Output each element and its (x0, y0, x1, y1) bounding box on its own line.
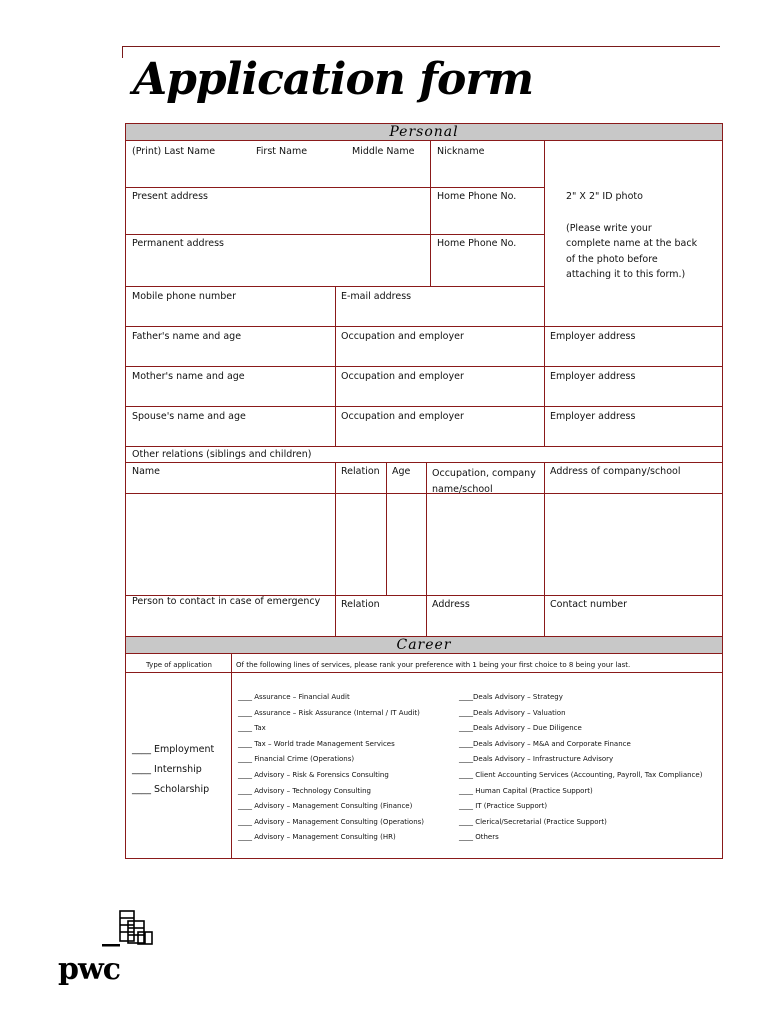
present-address-label: Present address (132, 191, 208, 202)
col-relation-label: Relation (341, 466, 380, 477)
service-item[interactable]: ____ Advisory – Management Consulting (HR) (238, 833, 396, 842)
service-item[interactable]: ____ Others (459, 833, 499, 842)
services-right-list (459, 690, 702, 846)
emergency-label: Person to contact in case of emergency (132, 596, 321, 607)
rule (544, 462, 545, 637)
section-personal-header: Personal (126, 124, 722, 141)
service-item[interactable]: ____ Human Capital (Practice Support) (459, 786, 593, 795)
rule (126, 234, 544, 235)
top-rule-tick (122, 46, 123, 58)
spouse-label: Spouse's name and age (132, 411, 246, 422)
service-item[interactable]: ____ Advisory – Management Consulting (Operations) (238, 817, 425, 826)
rule (126, 366, 722, 367)
emergency-contact-label: Contact number (550, 599, 628, 610)
rule (723, 141, 724, 327)
mobile-label: Mobile phone number (132, 291, 237, 302)
rule (126, 446, 722, 447)
type-header: Type of application (146, 661, 212, 669)
rule (126, 462, 722, 463)
type-internship[interactable]: ____ Internship (132, 764, 202, 775)
services-left-list (238, 690, 424, 846)
service-item[interactable]: ____Deals Advisory – Valuation (459, 708, 566, 717)
type-employment[interactable]: ____ Employment (132, 744, 215, 755)
rule (335, 286, 336, 446)
service-item[interactable]: ____ IT (Practice Support) (459, 802, 548, 811)
col-name-label: Name (132, 466, 161, 477)
application-form (125, 123, 723, 859)
photo-instruction: complete name at the back (566, 238, 698, 249)
preference-header: Of the following lines of services, please rank your preference with 1 being your first choice to 8 being your last. (236, 661, 631, 669)
service-item[interactable]: ____ Client Accounting Services (Accounting, Payroll, Tax Compliance) (459, 770, 703, 779)
rule (335, 462, 336, 637)
service-item[interactable]: ____ Tax – World trade Management Services (238, 739, 395, 748)
col-age-label: Age (392, 466, 411, 477)
nickname-label: Nickname (437, 146, 485, 157)
photo-instruction: 2" X 2" ID photo (566, 191, 643, 202)
employer-address-label: Employer address (550, 331, 636, 342)
middle-name-label: Middle Name (352, 146, 415, 157)
pwc-logo-text: pwc (58, 952, 121, 987)
home-phone-label: Home Phone No. (437, 238, 517, 249)
col-address-label: Address of company/school (550, 466, 681, 477)
service-item[interactable]: ____ Clerical/Secretarial (Practice Support) (459, 817, 607, 826)
top-rule (122, 46, 720, 47)
col-occupation-label: Occupation, company name/school (432, 468, 536, 495)
rule (544, 326, 545, 446)
service-item[interactable]: ____ Tax (238, 724, 266, 733)
type-scholarship[interactable]: ____ Scholarship (132, 784, 210, 795)
photo-instruction: of the photo before (566, 253, 658, 265)
pwc-logo (58, 908, 158, 993)
occupation-label: Occupation and employer (341, 411, 464, 422)
employer-address-label: Employer address (550, 411, 636, 422)
service-item[interactable]: ____ Advisory – Technology Consulting (238, 786, 371, 795)
service-item[interactable]: ____ Assurance – Risk Assurance (Internal / IT Audit) (238, 708, 420, 717)
rule (386, 462, 387, 596)
rule (126, 187, 544, 188)
emergency-relation-label: Relation (341, 599, 380, 610)
employer-address-label: Employer address (550, 371, 636, 382)
rule (426, 462, 427, 637)
mother-label: Mother's name and age (132, 371, 245, 382)
occupation-label: Occupation and employer (341, 371, 464, 382)
rule (231, 654, 232, 859)
pwc-logo-mark (58, 908, 158, 953)
service-item[interactable]: ____Deals Advisory – Due Diligence (459, 724, 582, 733)
photo-instruction: attaching it to this form.) (566, 269, 686, 280)
home-phone-label: Home Phone No. (437, 191, 517, 202)
service-item[interactable]: ____Deals Advisory – Infrastructure Advisory (459, 755, 614, 764)
service-item[interactable]: ____ Advisory – Management Consulting (Finance) (238, 802, 413, 811)
rule (126, 672, 722, 673)
service-item[interactable]: ____Deals Advisory – M&A and Corporate Finance (459, 739, 631, 748)
rule (430, 141, 431, 287)
service-item[interactable]: ____ Advisory – Risk & Forensics Consulting (238, 770, 389, 779)
service-item[interactable]: ____Deals Advisory – Strategy (459, 693, 563, 701)
application-type-list (132, 740, 214, 800)
email-label: E-mail address (341, 291, 412, 302)
permanent-address-label: Permanent address (132, 238, 225, 249)
page-title: Application form (133, 54, 534, 105)
service-item[interactable]: ____ Assurance – Financial Audit (238, 693, 350, 701)
rule (126, 326, 722, 327)
occupation-label: Occupation and employer (341, 331, 464, 342)
rule (544, 141, 545, 327)
father-label: Father's name and age (132, 331, 242, 342)
rule (126, 406, 722, 407)
photo-instruction: (Please write your (566, 222, 652, 234)
last-name-label: (Print) Last Name (132, 146, 216, 157)
section-career-header: Career (126, 637, 722, 654)
id-photo-box (566, 189, 697, 283)
first-name-label: First Name (256, 146, 308, 157)
rule (126, 493, 722, 494)
emergency-address-label: Address (432, 599, 470, 610)
other-relations-label: Other relations (siblings and children) (132, 449, 312, 460)
service-item[interactable]: ____ Financial Crime (Operations) (238, 755, 355, 764)
